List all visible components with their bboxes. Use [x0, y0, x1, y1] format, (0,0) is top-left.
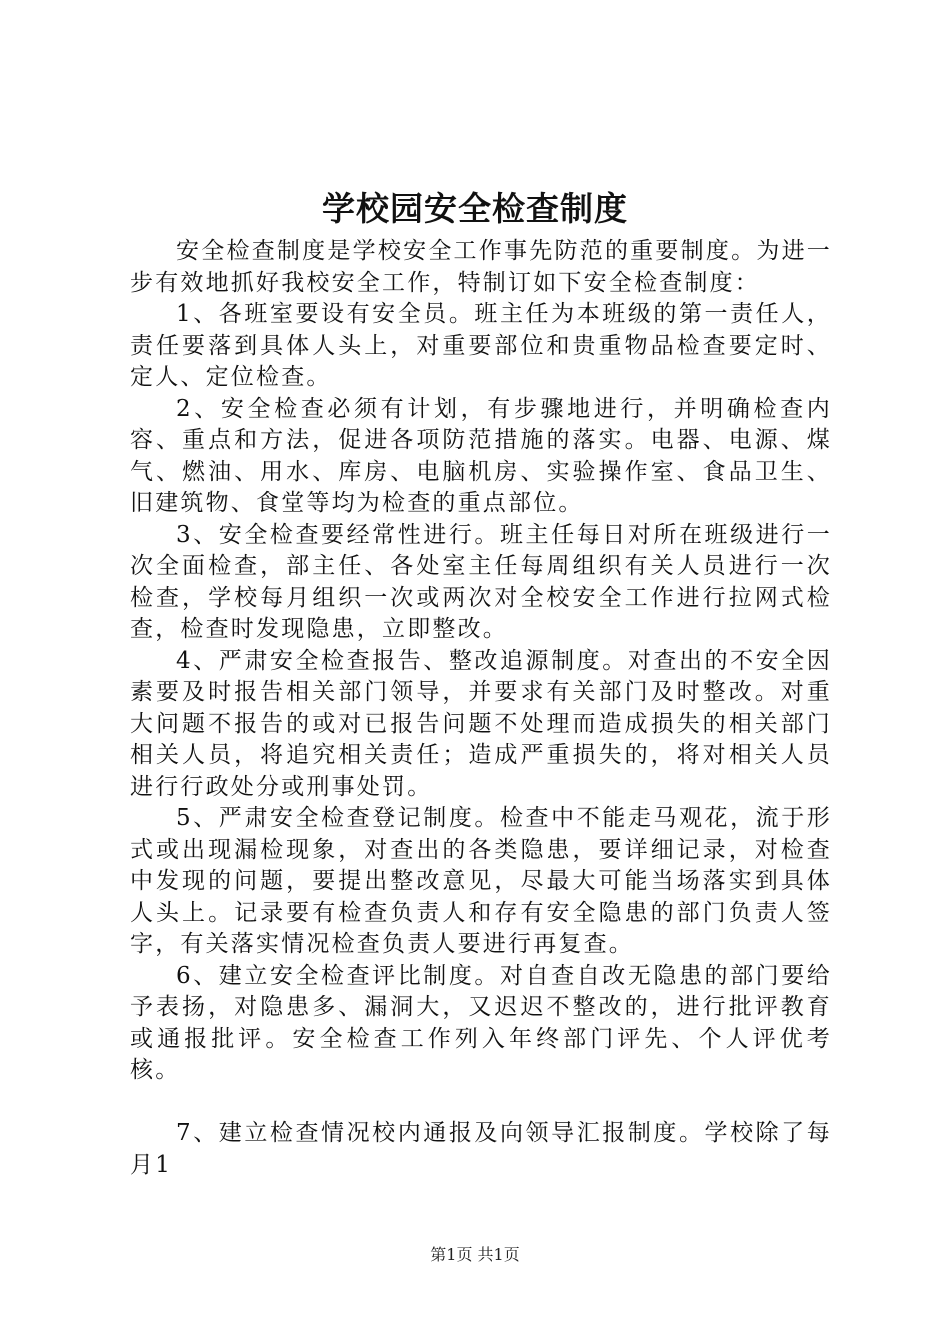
paragraph-item-6: 6、建立安全检查评比制度。对自查自改无隐患的部门要给予表扬，对隐患多、漏洞大，又迟迟不整改的，进行批评教育或通报批评。安全检查工作列入年终部门评先、个人评优考核。: [130, 962, 832, 1083]
page-number-footer: 第1页 共1页: [430, 1245, 520, 1264]
paragraph-item-2: 2、安全检查必须有计划，有步骤地进行，并明确检查内容、重点和方法，促进各项防范措施的落实。电器、电源、煤气、燃油、用水、库房、电脑机房、实验操作室、食品卫生、旧建筑物、食堂等均为检查的重点部位。: [130, 395, 832, 516]
document-body: [130, 236, 832, 1181]
paragraph-item-5: 5、严肃安全检查登记制度。检查中不能走马观花，流于形式或出现漏检现象，对查出的各类隐患，要详细记录，对检查中发现的问题，要提出整改意见，尽最大可能当场落实到具体人头上。记录要有检查负责人和存有安全隐患的部门负责人签字，有关落实情况检查负责人要进行再复查。: [130, 805, 832, 957]
paragraph-item-1: 1、各班室要设有安全员。班主任为本班级的第一责任人，责任要落到具体人头上，对重要部位和贵重物品检查要定时、定人、定位检查。: [130, 301, 832, 390]
paragraph-item-4: 4、严肃安全检查报告、整改追源制度。对查出的不安全因素要及时报告相关部门领导，并要求有关部门及时整改。对重大问题不报告的或对已报告问题不处理而造成损失的相关部门相关人员，将追究相关责任；造成严重损失的，将对相关人员进行行政处分或刑事处罚。: [130, 647, 832, 800]
paragraph-intro: 安全检查制度是学校安全工作事先防范的重要制度。为进一步有效地抓好我校安全工作，特制订如下安全检查制度：: [130, 238, 832, 296]
paragraph-item-3: 3、安全检查要经常性进行。班主任每日对所在班级进行一次全面检查，部主任、各处室主任每周组织有关人员进行一次检查，学校每月组织一次或两次对全校安全工作进行拉网式检查，检查时发现隐患，立即整改。: [130, 521, 832, 642]
paragraph-item-7: 7、建立检查情况校内通报及向领导汇报制度。学校除了每月1: [130, 1120, 832, 1178]
document-title: 学校园安全检查制度: [322, 189, 628, 228]
